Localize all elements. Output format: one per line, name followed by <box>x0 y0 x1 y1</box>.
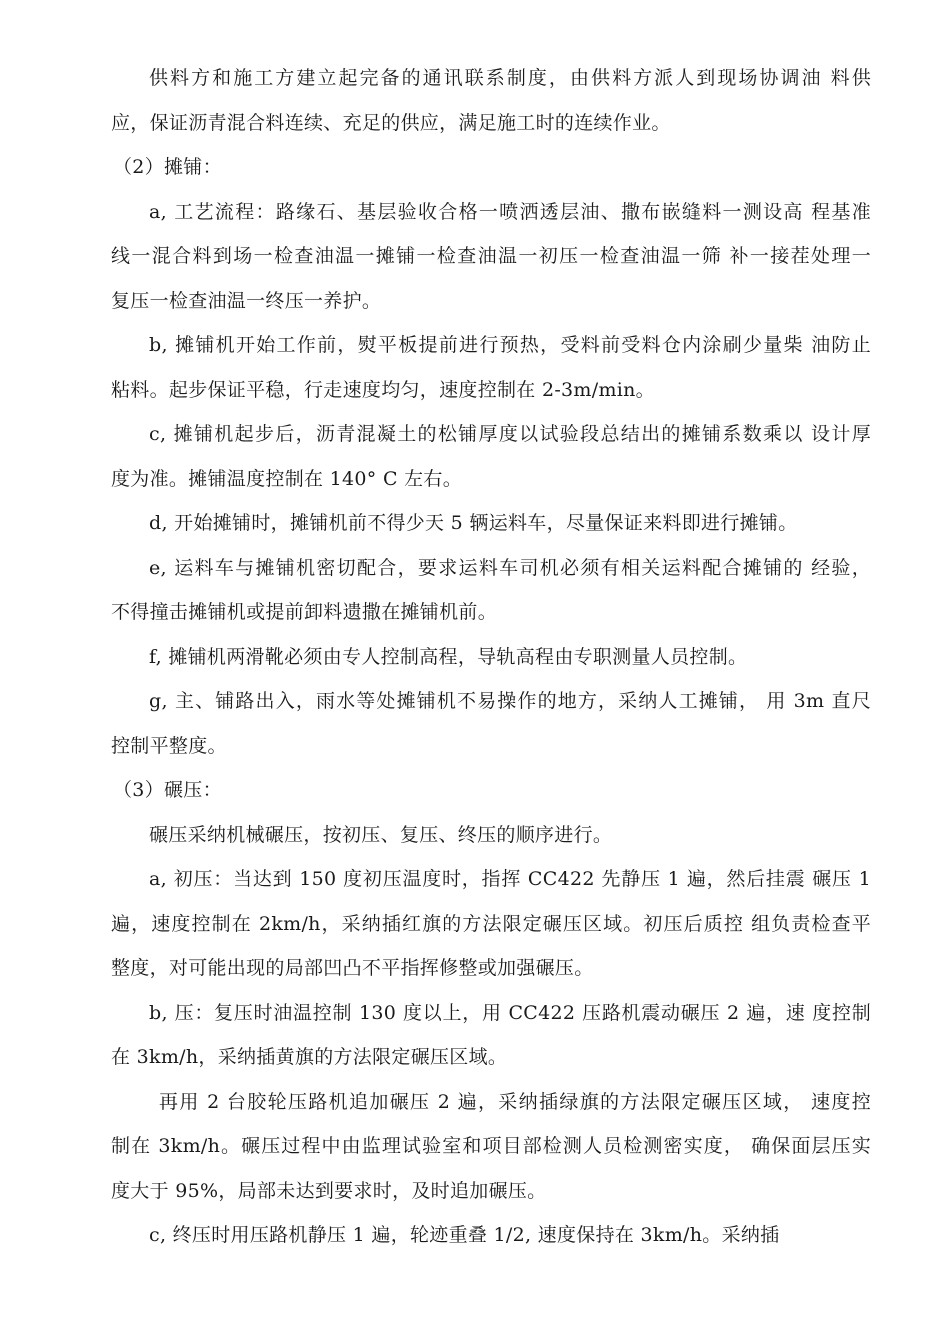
text-line: e, 运料车与摊铺机密切配合，要求运料车司机必须有相关运料配合摊铺的 经验， <box>149 556 871 579</box>
document-body <box>111 56 871 1258</box>
text-line: a, 工艺流程：路缘石、基层验收合格一喷洒透层油、撒布嵌缝料一测设高 程基准 <box>149 200 871 223</box>
paragraph <box>111 56 871 145</box>
text-line: b, 摊铺机开始工作前，熨平板提前进行预热，受料前受料仓内涂刷少量柴 油防止 <box>149 334 871 356</box>
text-line: d, 开始摊铺时，摊铺机前不得少天 5 辆运料车，尽量保证来料即进行摊铺。 <box>149 512 798 534</box>
paragraph <box>111 857 871 991</box>
text-line: 不得撞击摊铺机或提前卸料遗撒在摊铺机前。 <box>111 601 498 623</box>
text-line: 应，保证沥青混合料连续、充足的供应，满足施工时的连续作业。 <box>111 111 671 134</box>
text-line: c, 摊铺机起步后，沥青混凝土的松铺厚度以试验段总结出的摊铺系数乘以 设计厚 <box>149 423 871 445</box>
section-heading <box>113 145 871 190</box>
text-line: 再用 2 台胶轮压路机追加碾压 2 遍，采纳插绿旗的方法限定碾压区域， 速度控 <box>159 1090 871 1113</box>
text-line: 遍，速度控制在 2km/h，采纳插红旗的方法限定碾压区域。初压后质控 组负责检查平 <box>111 912 871 935</box>
text-line: （2）摊铺： <box>113 156 222 178</box>
section-heading <box>113 768 871 813</box>
paragraph <box>111 679 871 768</box>
paragraph <box>111 1080 871 1214</box>
text-line: 控制平整度。 <box>111 734 227 757</box>
text-line: f, 摊铺机两滑靴必须由专人控制高程，导轨高程由专职测量人员控制。 <box>149 645 748 668</box>
text-line: a, 初压：当达到 150 度初压温度时，指挥 CC422 先静压 1 遍，然后挂震 碾压 1 <box>149 868 871 890</box>
text-line: 复压一检查油温一终压一养护。 <box>111 289 382 312</box>
text-line: 度为准。摊铺温度控制在 140° C 左右。 <box>111 467 463 490</box>
paragraph <box>111 190 871 324</box>
text-line: 整度，对可能出现的局部凹凸不平指挥修整或加强碾压。 <box>111 957 594 979</box>
paragraph <box>111 546 871 635</box>
text-line: 度大于 95%，局部未达到要求时，及时追加碾压。 <box>111 1179 547 1202</box>
text-line: 碾压采纳机械碾压，按初压、复压、终压的顺序进行。 <box>149 823 613 846</box>
paragraph <box>111 412 871 501</box>
text-line: 线一混合料到场一检查油温一摊铺一检查油温一初压一检查油温一筛 补一接茬处理一 <box>111 245 871 267</box>
text-line: 制在 3km/h。碾压过程中由监理试验室和项目部检测人员检测密实度， 确保面层压实 <box>111 1135 871 1157</box>
text-line: 供料方和施工方建立起完备的通讯联系制度，由供料方派人到现场协调油 料供 <box>149 67 871 89</box>
paragraph <box>111 1213 871 1258</box>
text-line: c, 终压时用压路机静压 1 遍，轮迹重叠 1/2, 速度保持在 3km/h。采纳插 <box>149 1224 780 1246</box>
paragraph <box>111 813 871 858</box>
text-line: b, 压：复压时油温控制 130 度以上，用 CC422 压路机震动碾压 2 遍，速 度控制 <box>149 1001 871 1024</box>
text-line: （3）碾压： <box>113 779 222 801</box>
text-line: 粘料。起步保证平稳，行走速度均匀，速度控制在 2-3m/min。 <box>111 378 655 401</box>
paragraph <box>111 635 871 680</box>
paragraph <box>111 323 871 412</box>
paragraph <box>111 991 871 1080</box>
text-line: g, 主、铺路出入，雨水等处摊铺机不易操作的地方，采纳人工摊铺， 用 3m 直尺 <box>149 690 871 712</box>
paragraph <box>111 501 871 546</box>
text-line: 在 3km/h，采纳插黄旗的方法限定碾压区域。 <box>111 1046 508 1068</box>
